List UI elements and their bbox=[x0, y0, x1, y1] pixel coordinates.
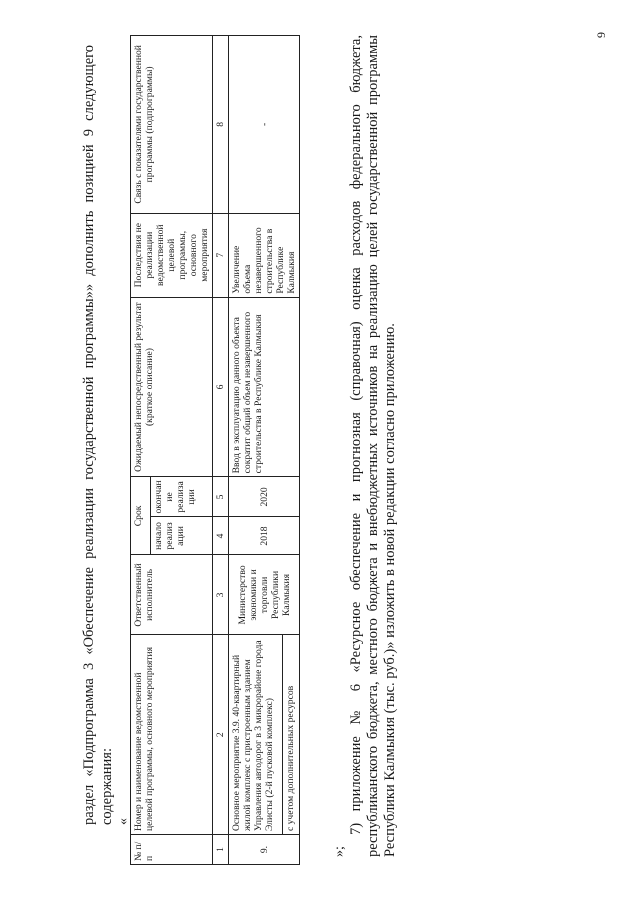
table-row bbox=[229, 36, 283, 865]
row-num: 9. bbox=[229, 835, 300, 865]
header-link: Связь с показателями государственной программы (подпрограммы) bbox=[131, 36, 213, 214]
intro-paragraph: раздел «Подпрограмма 3 «Обеспечение реализации государственной программы»» дополнить позицией 9 следующего содержания: bbox=[81, 45, 115, 825]
row-extra-resources: с учетом дополнительных ресурсов bbox=[282, 635, 299, 835]
col-number: 6 bbox=[213, 297, 229, 477]
rotated-content bbox=[80, 35, 625, 865]
header-result: Ожидаемый непосредственный результат (краткое описание) bbox=[131, 297, 213, 477]
col-number: 2 bbox=[213, 635, 229, 835]
row-result: Ввод в эксплуатацию данного объекта сократит общий объем незавершенного строительства в Республике Калмыкия bbox=[229, 297, 300, 477]
row-link: - bbox=[229, 36, 300, 214]
numbers-row bbox=[213, 36, 229, 865]
row-executor: Министерство экономики и торговли Республики Калмыкия bbox=[229, 555, 300, 635]
header-start: начало реализ ации bbox=[151, 517, 213, 555]
row-consequences: Увеличение объема незавершенного строительства в Республике Калмыкия bbox=[229, 213, 300, 297]
quote-open: « bbox=[116, 818, 131, 825]
col-number: 5 bbox=[213, 477, 229, 517]
item7-paragraph bbox=[348, 35, 399, 857]
row-end: 2020 bbox=[229, 477, 300, 517]
col-number: 4 bbox=[213, 517, 229, 555]
quote-close: »; bbox=[332, 846, 347, 857]
item7-text: 7) приложение № 6 «Ресурсное обеспечение и прогнозная (справочная) оценка расходов федерального бюджета, республиканского бюджета, местного бюджета и внебюджетных источников на реализацию целей государственной программы Республики Калмыкия (тыс. руб.)» изложить в новой редакции согласно приложению. bbox=[348, 35, 398, 857]
col-number: 3 bbox=[213, 555, 229, 635]
header-row bbox=[131, 36, 151, 865]
col-number: 8 bbox=[213, 36, 229, 214]
header-executor: Ответственный исполнитель bbox=[131, 555, 213, 635]
measures-table bbox=[130, 35, 300, 865]
header-consequences: Последствия не реализации ведомственной целевой программы, основного мероприятия bbox=[131, 213, 213, 297]
header-srok: Срок bbox=[131, 477, 151, 555]
page-number: 9 bbox=[594, 32, 608, 38]
col-number: 1 bbox=[213, 835, 229, 865]
header-program: Номер и наименование ведомственной целевой программы, основного мероприятия bbox=[131, 635, 213, 835]
header-end: окончан ие реализа ции bbox=[151, 477, 213, 517]
col-number: 7 bbox=[213, 213, 229, 297]
row-name: Основное мероприятие 3.9. 40-квартирный жилой комплекс с пристроенным зданием Управления автодорог в 3 микрорайоне города Элисты (2-й пусковой комплекс) bbox=[229, 635, 283, 835]
header-num: № п/п bbox=[131, 835, 213, 865]
row-start: 2018 bbox=[229, 517, 300, 555]
